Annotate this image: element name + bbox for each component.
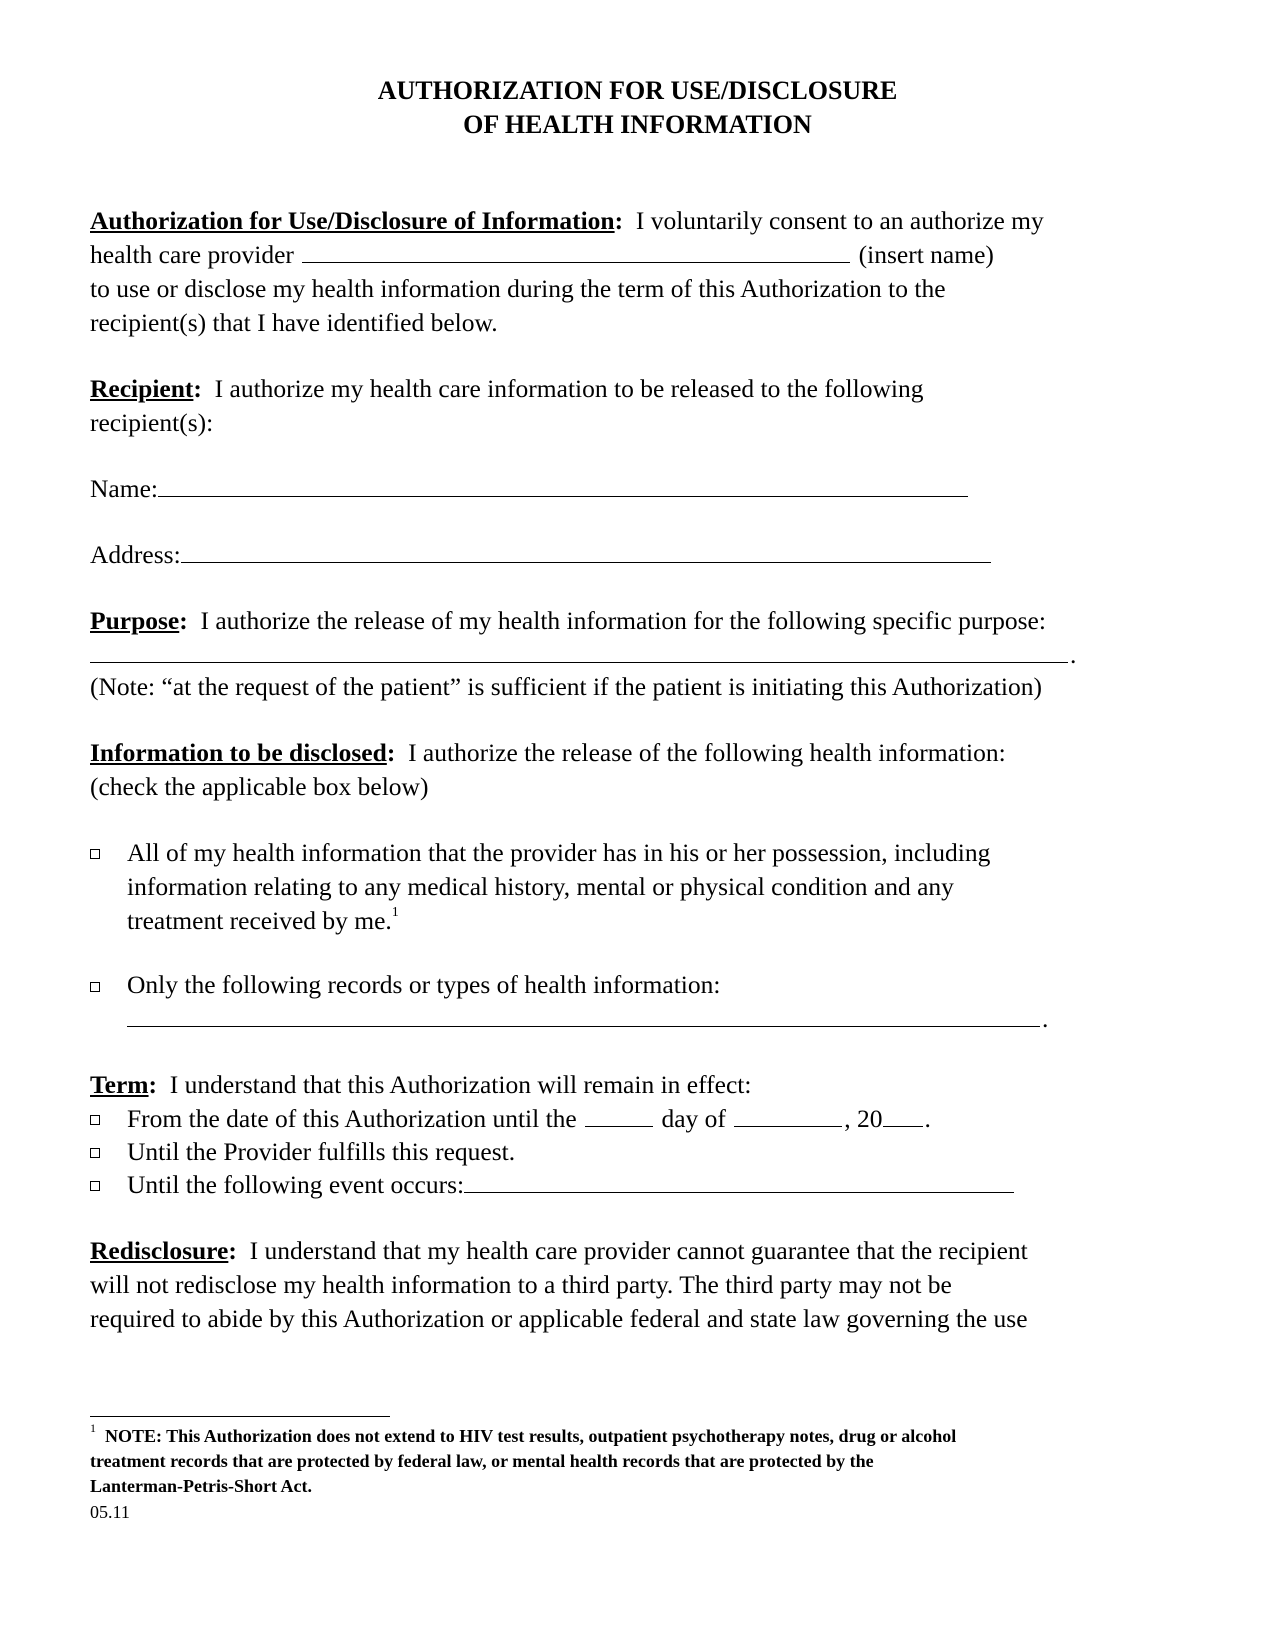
- footnote: $^1$ NOTE: This Authorization does not extend to HIV test results, outpatient psychotherapy notes, drug or alcohol treatment records that are protected by federal law, or mental health records that are protected by the Lanterman-Petris-Short Act.: [90, 1421, 957, 1496]
- footnote-separator: [90, 1416, 390, 1417]
- document-title: AUTHORIZATION FOR USE/DISCLOSURE OF HEALTH INFORMATION: [377, 76, 898, 139]
- all-information-checkbox[interactable]: [90, 849, 100, 859]
- specific-records-field[interactable]: [127, 1002, 1040, 1027]
- purpose-paragraph: Purpose: I authorize the release of my health information for the following specific purpose:: [90, 606, 1046, 635]
- term-fulfilled-checkbox[interactable]: [90, 1148, 100, 1158]
- information-heading: Information to be disclosed: [90, 738, 387, 767]
- term-month-field[interactable]: [734, 1102, 842, 1127]
- purpose-heading: Purpose: [90, 606, 180, 635]
- term-event-line: Until the following event occurs:: [127, 1168, 1237, 1202]
- term-year-field[interactable]: [883, 1102, 923, 1127]
- term-paragraph: Term: I understand that this Authorization will remain in effect:: [90, 1070, 752, 1099]
- recipient-paragraph: Recipient: I authorize my health care information to be released to the following: [90, 374, 924, 403]
- authorization-paragraph: Authorization for Use/Disclosure of Information: I voluntarily consent to an authorize my: [90, 206, 1044, 235]
- footnote-reference: 1: [391, 904, 399, 920]
- purpose-note: (Note: “at the request of the patient” is sufficient if the patient is initiating this Authorization): [90, 672, 1042, 701]
- term-day-field[interactable]: [585, 1102, 653, 1127]
- authorization-heading: Authorization for Use/Disclosure of Information: [90, 206, 615, 235]
- term-date-line: From the date of this Authorization until the day of , 20 .: [127, 1104, 931, 1133]
- redisclosure-heading: Redisclosure: [90, 1236, 229, 1265]
- authorization-form-page: AUTHORIZATION FOR USE/DISCLOSURE OF HEALTH INFORMATION Authorization for Use/Disclosure of Information: I voluntarily consent to an authorize my health care provider (insert name) to use or disclose my health information during the term of this Authorization to the recipient(s) that I have identified below. Recipient: I authorize my health care information to be released to the following recipient(s): Name: Address: Purpose: I authorize the release of my health information for the following specific purpose: . (Note: “at the request of the patient” is sufficient if the patient is initiating this Authorization) Information to be disclosed: I authorize the release of the following health information: (check the applicable box below) All of my health information that the provider has in his or her possession, including information relating to any medical history, mental or physical condition and any treatment received by me.$^1$ Only the following records or types of health information: . Term: I understand that this Authorization will remain in effect: From the date of this Authorization until the day of , 20 . Until the Provider fulfills this request. Until the following event occurs: Redisclosure: I understand that my health care provider cannot guarantee that the recipient will not redisclose my health information to a third party. The third party may not be required to abide by this Authorization or applicable federal and state law governing the use $^1$ NOTE: This Authorization does not extend to HIV test results, outpatient psychotherapy notes, drug or alcohol treatment records that are protected by federal law, or mental health records that are protected by the Lanterman-Petris-Short Act. 05.11: [0, 0, 1275, 1650]
- recipient-address-line: Address:: [90, 538, 1200, 572]
- term-event-field[interactable]: [464, 1168, 1014, 1193]
- redisclosure-paragraph: Redisclosure: I understand that my health care provider cannot guarantee that the recipient: [90, 1236, 1028, 1265]
- provider-name-field[interactable]: [302, 238, 850, 263]
- term-date-checkbox[interactable]: [90, 1115, 100, 1125]
- recipient-name-field[interactable]: [158, 472, 968, 497]
- form-version: 05.11: [90, 1502, 130, 1522]
- recipient-heading: Recipient: [90, 374, 194, 403]
- purpose-line: .: [90, 638, 1200, 672]
- provider-line: health care provider (insert name): [90, 240, 994, 269]
- recipient-address-field[interactable]: [181, 538, 991, 563]
- term-heading: Term: [90, 1070, 149, 1099]
- specific-records-checkbox[interactable]: [90, 982, 100, 992]
- purpose-field[interactable]: [90, 638, 1068, 663]
- specific-records-line: .: [127, 1002, 1237, 1036]
- information-paragraph: Information to be disclosed: I authorize the release of the following health information:: [90, 738, 1006, 767]
- recipient-name-line: Name:: [90, 472, 1200, 506]
- term-event-checkbox[interactable]: [90, 1181, 100, 1191]
